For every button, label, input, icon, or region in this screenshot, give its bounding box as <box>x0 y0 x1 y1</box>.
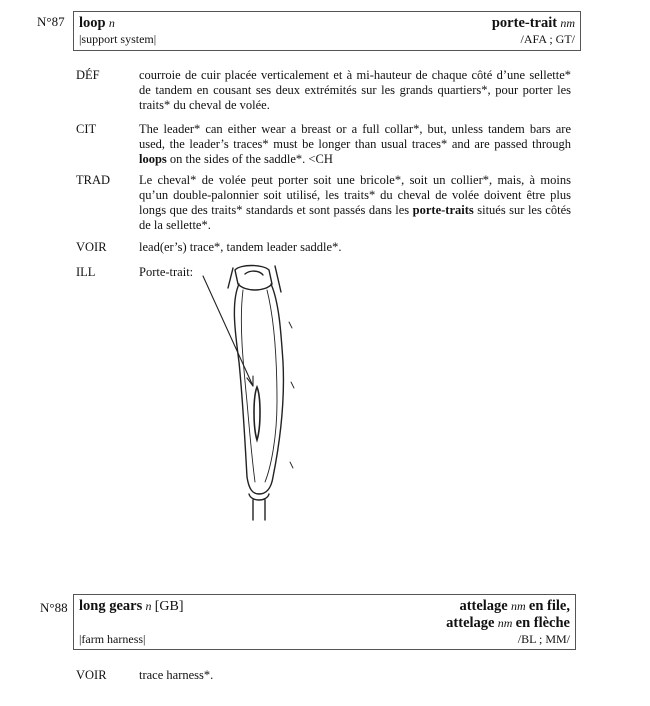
headword: loop n <box>79 15 115 31</box>
french-equivalent-2: attelage nm en flèche <box>446 615 570 631</box>
label-cit: CIT <box>76 122 97 136</box>
label-ill: ILL <box>76 265 96 279</box>
definition-text: courroie de cuir placée verticalement et à mi-hauteur de chaque côté d’une sellette* de tandem en cousant ses deux extrémités sur les grands quartiers*, pour porter les traits* du cheval de volée. <box>139 68 571 112</box>
entry-header <box>73 594 576 650</box>
translation-text: Le cheval* de volée peut porter soit une bricole*, soit un collier*, mais, à moins qu’un double-palonnier soit utilisé, les traits* du cheval de volée doivent être plus longs que des traits* standards et sont passés dans les porte-traits situés sur les côtés de la sellette*. <box>139 173 571 232</box>
porte-trait-illustration <box>195 262 300 524</box>
label-voir: VOIR <box>76 240 107 254</box>
domain-label: |farm harness| <box>79 632 146 646</box>
see-also-text: lead(er’s) trace*, tandem leader saddle*. <box>139 240 342 254</box>
french-equivalent: porte-trait nm <box>491 15 575 31</box>
entry-number: N°88 <box>40 600 68 615</box>
domain-label: |support system| <box>79 32 157 46</box>
label-voir: VOIR <box>76 668 107 682</box>
entry-number: N°87 <box>37 14 65 29</box>
citation-text: The leader* can either wear a breast or a full collar*, but, unless tandem bars are used, the leader’s traces* must be longer than usual traces* and are passed through loops on the sides of the saddle*. <CH <box>139 122 571 166</box>
entry-header <box>73 11 581 51</box>
label-trad: TRAD <box>76 173 111 187</box>
sources: /BL ; MM/ <box>517 632 570 646</box>
sources: /AFA ; GT/ <box>520 32 575 46</box>
label-def: DÉF <box>76 68 100 82</box>
see-also-text: trace harness*. <box>139 668 214 682</box>
illustration-caption: Porte-trait: <box>139 265 194 279</box>
french-equivalent-1: attelage nm en file, <box>459 598 570 614</box>
headword: long gears n [GB] <box>79 598 184 614</box>
